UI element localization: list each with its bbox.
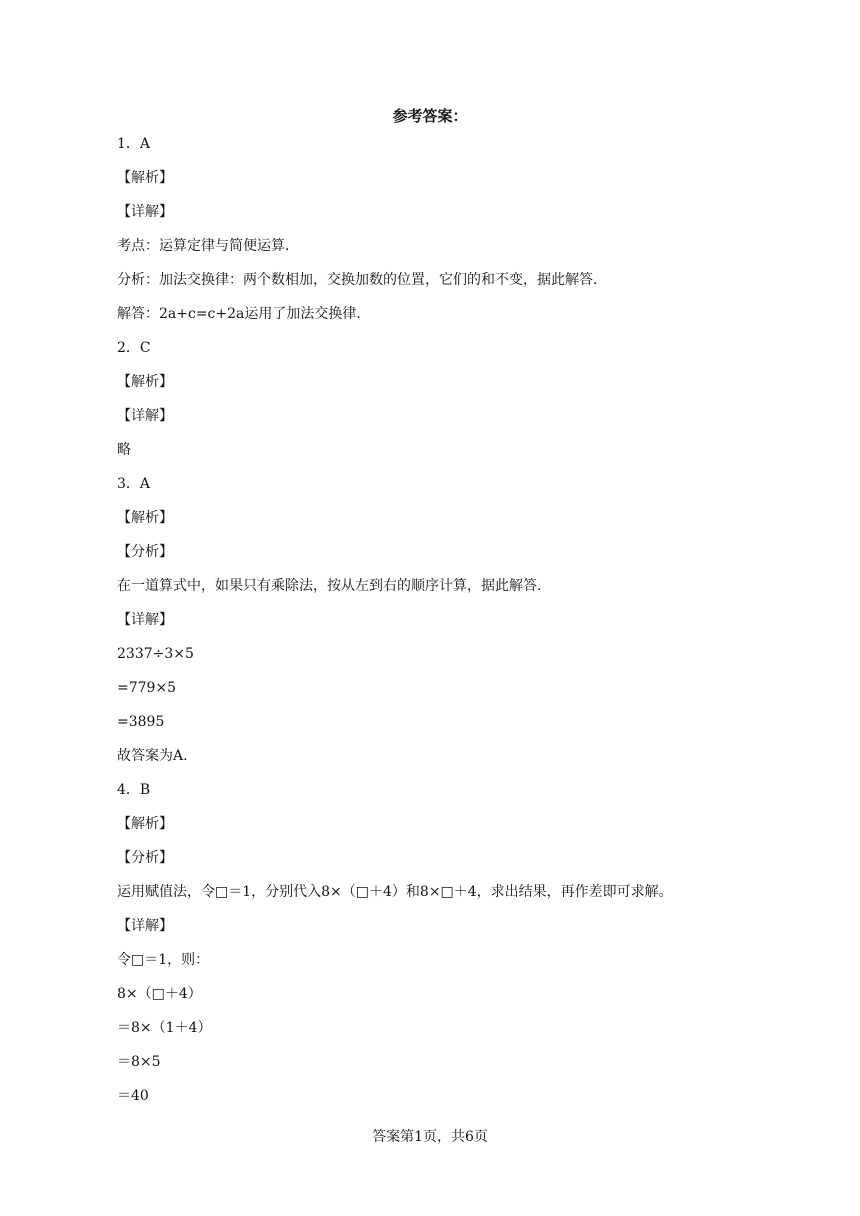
analysis-label: 【解析】 xyxy=(117,374,173,390)
calculation-line: ＝8×5 xyxy=(117,1054,161,1070)
answer-4-heading: 4．B xyxy=(117,782,151,798)
answer-text: 解答：2a+c=c+2a运用了加法交换律． xyxy=(117,306,371,322)
detail-label: 【详解】 xyxy=(117,408,173,424)
answer-text: 在一道算式中，如果只有乘除法，按从左到右的顺序计算，据此解答. xyxy=(117,578,542,594)
analysis-label: 【解析】 xyxy=(117,170,173,186)
answer-1-heading: 1．A xyxy=(117,136,151,152)
answer-2-heading: 2．C xyxy=(117,340,151,356)
detail-label: 【详解】 xyxy=(117,612,173,628)
calculation-line: ＝40 xyxy=(117,1088,149,1104)
answer-content xyxy=(117,133,757,1119)
answer-text: 考点：运算定律与简便运算． xyxy=(117,238,299,254)
answer-3-heading: 3．A xyxy=(117,476,151,492)
analysis-section-label: 【分析】 xyxy=(117,850,173,866)
calculation-line: =3895 xyxy=(117,714,165,730)
calculation-line: 8×（□＋4） xyxy=(117,986,202,1002)
detail-label: 【详解】 xyxy=(117,204,173,220)
detail-label: 【详解】 xyxy=(117,918,173,934)
calculation-line: =779×5 xyxy=(117,680,177,696)
calculation-line: ＝8×（1＋4） xyxy=(117,1020,212,1036)
answer-text: 略 xyxy=(117,442,131,458)
answer-text: 运用赋值法，令□＝1，分别代入8×（□＋4）和8×□＋4，求出结果，再作差即可求解。 xyxy=(117,884,673,900)
calculation-line: 2337÷3×5 xyxy=(117,646,194,662)
analysis-section-label: 【分析】 xyxy=(117,544,173,560)
page-footer: 答案第1页，共6页 xyxy=(372,1129,488,1145)
answer-text: 令□＝1，则： xyxy=(117,952,210,968)
answer-text: 故答案为A. xyxy=(117,748,188,764)
answer-text: 分析：加法交换律：两个数相加，交换加数的位置，它们的和不变，据此解答． xyxy=(117,272,607,288)
page-title: 参考答案： xyxy=(392,107,468,125)
analysis-label: 【解析】 xyxy=(117,510,173,526)
analysis-label: 【解析】 xyxy=(117,816,173,832)
